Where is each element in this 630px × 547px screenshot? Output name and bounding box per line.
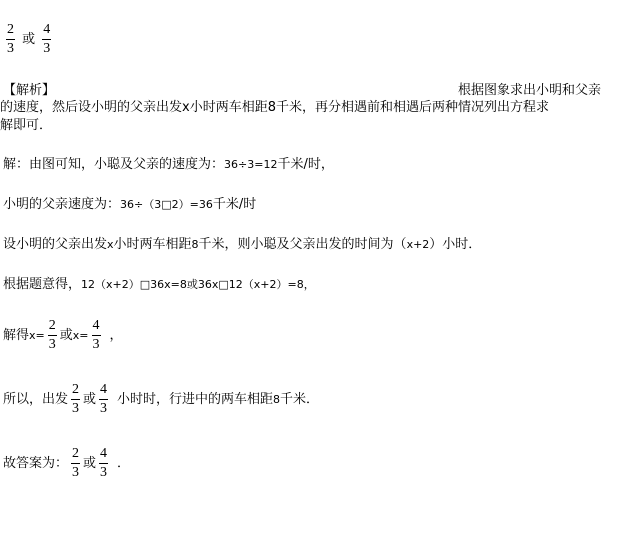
solution-line-6: 所以，出发 $\frac{2}{3}$ 或 $\frac{4}{3}$ 小时时，行进中的两车相距8千米．	[3, 382, 320, 416]
answer-line	[3, 22, 54, 57]
solution-line-2: 小明的父亲速度为：36÷（3□2）=36千米/时	[3, 197, 257, 212]
fraction: $\frac{4}{3}$	[100, 382, 108, 416]
solution-line-5: 解得x= $\frac{2}{3}$ 或x= $\frac{4}{3}$ ，	[3, 318, 123, 352]
analysis-right-text: 根据图象求出小明和父亲	[458, 83, 602, 98]
solution-line-7: 故答案为： $\frac{2}{3}$ 或 $\frac{4}{3}$ ．	[3, 446, 131, 480]
fraction: $\frac{4}{3}$	[100, 446, 108, 480]
analysis-line-2: 的速度，然后设小明的父亲出发x小时两车相距8千米，再分相遇前和相遇后两种情况列出方程求	[0, 100, 549, 115]
unknown-glyph-icon: □	[161, 198, 172, 211]
analysis-tag: 【解析】	[3, 83, 56, 98]
solution-line-1: 解：由图可知，小聪及父亲的速度为：36÷3=12千米/时，	[3, 157, 334, 172]
fraction: $\frac{2}{3}$	[48, 318, 56, 352]
answer-fraction-2: $\frac{4}{3}$	[43, 22, 51, 56]
answer-fraction-1: $\frac{2}{3}$	[7, 22, 14, 56]
unknown-glyph-icon: □	[139, 278, 151, 291]
fraction: $\frac{2}{3}$	[72, 446, 80, 480]
solution-line-4: 根据题意得，12（x+2）□36x=8或36x□12（x+2）=8，	[3, 277, 315, 292]
solution-line-3: 设小明的父亲出发x小时两车相距8千米，则小聪及父亲出发的时间为（x+2）小时．	[3, 237, 482, 252]
fraction: $\frac{4}{3}$	[92, 318, 100, 352]
unknown-glyph-icon: □	[218, 278, 229, 291]
analysis-line-3: 解即可．	[0, 118, 53, 133]
answer-separator: 或	[22, 32, 36, 47]
fraction: $\frac{2}{3}$	[72, 382, 80, 416]
